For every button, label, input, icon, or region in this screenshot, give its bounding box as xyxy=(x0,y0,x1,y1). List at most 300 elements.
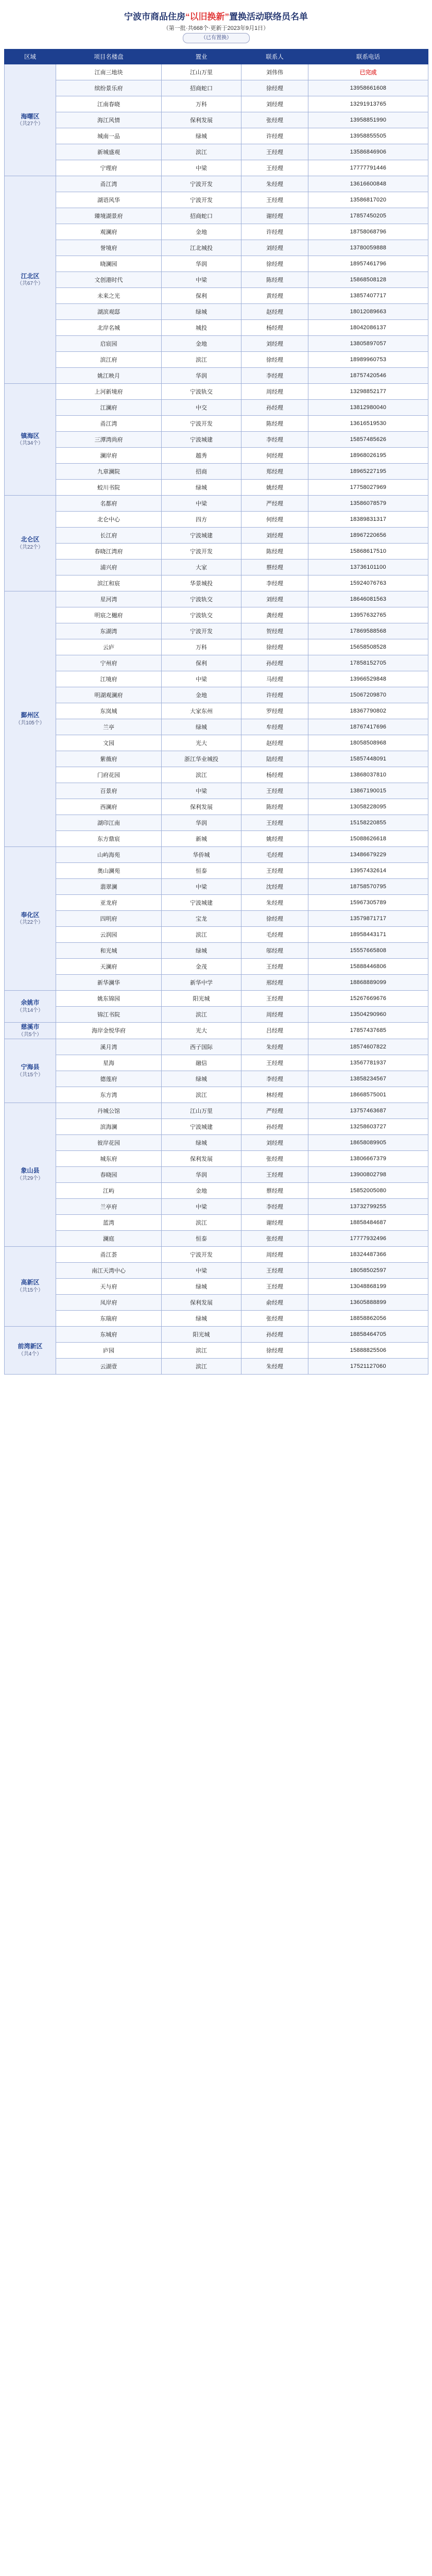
district-count: （共22个） xyxy=(16,920,44,926)
contact-person: 蔡经理 xyxy=(241,1182,308,1198)
contact-phone: 18646081563 xyxy=(308,591,428,607)
developer: 保利发展 xyxy=(162,799,241,815)
project-name: 江澜府 xyxy=(56,400,162,416)
contact-phone: 15557665808 xyxy=(308,943,428,959)
contact-phone: 15158220855 xyxy=(308,815,428,831)
project-name: 东瑞府 xyxy=(56,1310,162,1326)
developer: 宁波开发 xyxy=(162,623,241,639)
developer: 保利 xyxy=(162,655,241,671)
developer: 万科 xyxy=(162,96,241,112)
project-name: 星河湾 xyxy=(56,591,162,607)
developer: 招商蛇口 xyxy=(162,208,241,224)
project-name: 丹城公馆 xyxy=(56,1103,162,1118)
contact-person: 俞经理 xyxy=(241,1294,308,1310)
table-row xyxy=(5,847,428,863)
district-count: （共22个） xyxy=(16,544,44,550)
contact-person: 刘经理 xyxy=(241,240,308,256)
contact-table xyxy=(4,49,428,1375)
district-cell xyxy=(5,1246,56,1326)
project-name: 东岚城 xyxy=(56,703,162,719)
table-row xyxy=(5,448,428,464)
developer: 绿城 xyxy=(162,1134,241,1150)
developer: 滨江 xyxy=(162,1007,241,1023)
contact-person: 吕经理 xyxy=(241,1023,308,1039)
project-name: 甬江湾 xyxy=(56,416,162,432)
table-row xyxy=(5,464,428,480)
table-row xyxy=(5,80,428,96)
contact-phone: 13298852177 xyxy=(308,384,428,400)
table-row xyxy=(5,879,428,895)
contact-person: 赵经理 xyxy=(241,304,308,320)
district-name: 奉化区 xyxy=(21,911,40,919)
developer: 江北城投 xyxy=(162,240,241,256)
developer: 中梁 xyxy=(162,879,241,895)
district-count: （共14个） xyxy=(16,1007,44,1013)
developer: 金地 xyxy=(162,336,241,352)
project-name: 东城府 xyxy=(56,1326,162,1342)
table-row xyxy=(5,528,428,544)
contact-phone: 18758570795 xyxy=(308,879,428,895)
district-cell xyxy=(5,496,56,591)
project-name: 紫薇府 xyxy=(56,751,162,767)
project-name: 天澜府 xyxy=(56,959,162,975)
project-name: 德莲府 xyxy=(56,1071,162,1087)
contact-phone: 15924076763 xyxy=(308,575,428,591)
table-row xyxy=(5,416,428,432)
project-name: 东方湾 xyxy=(56,1087,162,1103)
contact-phone: 13812980040 xyxy=(308,400,428,416)
district-cell xyxy=(5,384,56,496)
table-row xyxy=(5,1150,428,1166)
developer: 宁波轨交 xyxy=(162,384,241,400)
contact-person: 龚经理 xyxy=(241,607,308,623)
contact-person: 王经理 xyxy=(241,192,308,208)
project-name: 东方鼎宸 xyxy=(56,831,162,847)
developer: 招商蛇口 xyxy=(162,80,241,96)
table-row xyxy=(5,927,428,943)
table-body xyxy=(5,64,428,1375)
table-row xyxy=(5,1166,428,1182)
district-cell xyxy=(5,991,56,1023)
title-prefix: 宁波市商品住房 xyxy=(124,12,185,22)
contact-phone: 13780059888 xyxy=(308,240,428,256)
district-cell xyxy=(5,591,56,847)
table-row xyxy=(5,272,428,288)
developer: 绿城 xyxy=(162,1071,241,1087)
table-row xyxy=(5,336,428,352)
contact-person: 邢经理 xyxy=(241,975,308,991)
contact-person: 刘经理 xyxy=(241,336,308,352)
table-row xyxy=(5,1214,428,1230)
developer: 四方 xyxy=(162,512,241,528)
contact-person: 杨经理 xyxy=(241,320,308,336)
project-name: 臻境湖景府 xyxy=(56,208,162,224)
developer: 滨江 xyxy=(162,1087,241,1103)
contact-person: 朱经理 xyxy=(241,1358,308,1374)
developer: 新城 xyxy=(162,831,241,847)
table-header-row xyxy=(5,49,428,64)
contact-phone: 15067209870 xyxy=(308,687,428,703)
table-row xyxy=(5,400,428,416)
developer: 绿城 xyxy=(162,480,241,496)
contact-phone: 13805897057 xyxy=(308,336,428,352)
table-row xyxy=(5,1182,428,1198)
table-row xyxy=(5,607,428,623)
district-name: 象山县 xyxy=(21,1167,40,1175)
table-row xyxy=(5,1246,428,1262)
contact-person: 李经理 xyxy=(241,432,308,448)
contact-phone: 18858484687 xyxy=(308,1214,428,1230)
contact-phone: 13857407717 xyxy=(308,288,428,304)
contact-person: 蔡经理 xyxy=(241,560,308,575)
project-name: 甬江湾 xyxy=(56,176,162,192)
contact-person: 赵经理 xyxy=(241,735,308,751)
table-row xyxy=(5,1278,428,1294)
project-name: 姚东锦园 xyxy=(56,991,162,1007)
project-name: 星海 xyxy=(56,1055,162,1071)
developer: 绿城 xyxy=(162,1310,241,1326)
district-cell xyxy=(5,1023,56,1039)
developer: 万科 xyxy=(162,639,241,655)
developer: 华润 xyxy=(162,368,241,384)
contact-phone: 18042086137 xyxy=(308,320,428,336)
table-row xyxy=(5,959,428,975)
developer: 中交 xyxy=(162,400,241,416)
district-count: （共105个） xyxy=(15,720,45,726)
table-row xyxy=(5,352,428,368)
project-name: 江屿 xyxy=(56,1182,162,1198)
contact-person: 谢经理 xyxy=(241,208,308,224)
contact-phone: 13616600848 xyxy=(308,176,428,192)
table-row xyxy=(5,719,428,735)
developer: 城投 xyxy=(162,320,241,336)
contact-phone: 13958851990 xyxy=(308,112,428,128)
contact-person: 孙经理 xyxy=(241,1118,308,1134)
district-name: 慈溪市 xyxy=(21,1023,40,1030)
contact-person: 王经理 xyxy=(241,815,308,831)
table-row xyxy=(5,208,428,224)
table-row xyxy=(5,1310,428,1326)
contact-person: 徐经理 xyxy=(241,639,308,655)
contact-phone: 13806667379 xyxy=(308,1150,428,1166)
contact-phone: 15868508128 xyxy=(308,272,428,288)
table-row xyxy=(5,1087,428,1103)
project-name: 湖印江南 xyxy=(56,815,162,831)
contact-person: 张经理 xyxy=(241,1310,308,1326)
table-row xyxy=(5,128,428,144)
project-name: 新城盛观 xyxy=(56,144,162,160)
project-name: 庐园 xyxy=(56,1342,162,1358)
developer: 中梁 xyxy=(162,1262,241,1278)
district-count: （共5个） xyxy=(18,1031,42,1038)
developer: 华景城投 xyxy=(162,575,241,591)
developer: 宁波开发 xyxy=(162,416,241,432)
project-name: 春晓江湾府 xyxy=(56,544,162,560)
district-count: （共4个） xyxy=(18,1351,42,1358)
contact-phone: 18574607822 xyxy=(308,1039,428,1055)
contact-phone: 13958661608 xyxy=(308,80,428,96)
table-row xyxy=(5,192,428,208)
contact-person: 姚经理 xyxy=(241,480,308,496)
contact-person: 孙经理 xyxy=(241,400,308,416)
developer: 西子国际 xyxy=(162,1039,241,1055)
table-row xyxy=(5,1326,428,1342)
contact-person: 沈经理 xyxy=(241,879,308,895)
contact-phone: 18058502597 xyxy=(308,1262,428,1278)
table-row xyxy=(5,911,428,927)
project-name: 云湖壹 xyxy=(56,1358,162,1374)
contact-phone: 18965227195 xyxy=(308,464,428,480)
district-name: 海曙区 xyxy=(21,112,40,120)
project-name: 城南一品 xyxy=(56,128,162,144)
project-name: 江南三地块 xyxy=(56,64,162,80)
developer: 华润 xyxy=(162,256,241,272)
contact-phone: 18668575001 xyxy=(308,1087,428,1103)
contact-person: 郑经理 xyxy=(241,464,308,480)
contact-person: 刘经理 xyxy=(241,96,308,112)
contact-person: 许经理 xyxy=(241,128,308,144)
developer: 宁波轨交 xyxy=(162,591,241,607)
developer: 滨江 xyxy=(162,927,241,943)
developer: 宁波开发 xyxy=(162,1246,241,1262)
project-name: 湖滨观邸 xyxy=(56,304,162,320)
project-name: 上河新境府 xyxy=(56,384,162,400)
contact-phone: 18012089663 xyxy=(308,304,428,320)
project-name: 文创港时代 xyxy=(56,272,162,288)
table-row xyxy=(5,560,428,575)
developer: 新华中学 xyxy=(162,975,241,991)
developer: 金茂 xyxy=(162,959,241,975)
project-name: 云润园 xyxy=(56,927,162,943)
table-row xyxy=(5,703,428,719)
contact-phone: 15888446806 xyxy=(308,959,428,975)
contact-phone: 17777791446 xyxy=(308,160,428,176)
header xyxy=(0,0,432,49)
contact-person: 孙经理 xyxy=(241,655,308,671)
contact-person: 孙经理 xyxy=(241,1326,308,1342)
table-row xyxy=(5,1103,428,1118)
contact-phone: 13504290960 xyxy=(308,1007,428,1023)
contact-person: 王经理 xyxy=(241,1166,308,1182)
contact-person: 谢经理 xyxy=(241,1214,308,1230)
developer: 恒泰 xyxy=(162,1230,241,1246)
developer: 中梁 xyxy=(162,671,241,687)
project-name: 天与府 xyxy=(56,1278,162,1294)
table-row xyxy=(5,831,428,847)
contact-person: 何经理 xyxy=(241,448,308,464)
table-row xyxy=(5,655,428,671)
district-cell xyxy=(5,64,56,176)
contact-person: 刘经理 xyxy=(241,1134,308,1150)
contact-person: 王经理 xyxy=(241,991,308,1007)
district-name: 宁海县 xyxy=(21,1063,40,1071)
table-row xyxy=(5,639,428,655)
project-name: 奥山澜苑 xyxy=(56,863,162,879)
contact-person: 王经理 xyxy=(241,1262,308,1278)
title-suffix: 置换活动联络员名单 xyxy=(229,12,308,22)
contact-person: 林经理 xyxy=(241,1087,308,1103)
contact-phone: 18958443171 xyxy=(308,927,428,943)
contact-person: 毛经理 xyxy=(241,927,308,943)
contact-person: 陈经理 xyxy=(241,272,308,288)
district-cell xyxy=(5,1326,56,1374)
contact-person: 许经理 xyxy=(241,224,308,240)
project-name: 蓝湾 xyxy=(56,1214,162,1230)
contact-person: 徐经理 xyxy=(241,1342,308,1358)
contact-person: 王经理 xyxy=(241,959,308,975)
table-row xyxy=(5,1055,428,1071)
contact-person: 王经理 xyxy=(241,1278,308,1294)
table-row xyxy=(5,1134,428,1150)
project-name: 甬江荟 xyxy=(56,1246,162,1262)
contact-phone: 17521127060 xyxy=(308,1358,428,1374)
table-row xyxy=(5,863,428,879)
table-row xyxy=(5,320,428,336)
contact-phone: 17858152705 xyxy=(308,655,428,671)
contact-person: 陈经理 xyxy=(241,416,308,432)
table-row xyxy=(5,751,428,767)
developer: 绿城 xyxy=(162,943,241,959)
project-name: 湖语风华 xyxy=(56,192,162,208)
contact-person: 牟经理 xyxy=(241,719,308,735)
contact-person: 许经理 xyxy=(241,687,308,703)
contact-phone: 13757463687 xyxy=(308,1103,428,1118)
project-name: 北仑中心 xyxy=(56,512,162,528)
project-name: 滨江府 xyxy=(56,352,162,368)
project-name: 东湖湾 xyxy=(56,623,162,639)
contact-phone: 15868617510 xyxy=(308,544,428,560)
table-row xyxy=(5,591,428,607)
developer: 中梁 xyxy=(162,272,241,288)
district-count: （共29个） xyxy=(16,1176,44,1182)
table-row xyxy=(5,384,428,400)
table-row xyxy=(5,1198,428,1214)
developer: 金地 xyxy=(162,687,241,703)
district-count: （共15个） xyxy=(16,1287,44,1294)
table-row xyxy=(5,1262,428,1278)
table-row xyxy=(5,176,428,192)
project-name: 江境府 xyxy=(56,671,162,687)
title-highlight: “以旧换新” xyxy=(185,12,229,22)
contact-phone: 15967305789 xyxy=(308,895,428,911)
project-name: 江南春晓 xyxy=(56,96,162,112)
table-row xyxy=(5,687,428,703)
table-row xyxy=(5,432,428,448)
table-row xyxy=(5,1007,428,1023)
district-cell xyxy=(5,1103,56,1246)
project-name: 南江天湾中心 xyxy=(56,1262,162,1278)
table-row xyxy=(5,623,428,639)
contact-person: 朱经理 xyxy=(241,895,308,911)
district-name: 江北区 xyxy=(21,272,40,280)
contact-phone: 13258603727 xyxy=(308,1118,428,1134)
contact-phone: 15888825506 xyxy=(308,1342,428,1358)
developer: 宁波开发 xyxy=(162,192,241,208)
project-name: 长江府 xyxy=(56,528,162,544)
contact-person: 严经理 xyxy=(241,1103,308,1118)
developer: 滨江 xyxy=(162,144,241,160)
project-name: 和光城 xyxy=(56,943,162,959)
table-row xyxy=(5,368,428,384)
project-name: 观澜府 xyxy=(56,224,162,240)
contact-phone: 18757420546 xyxy=(308,368,428,384)
contact-phone: 13579871717 xyxy=(308,911,428,927)
contact-person: 张经理 xyxy=(241,1230,308,1246)
project-name: 翡翠澜 xyxy=(56,879,162,895)
contact-phone: 17857450205 xyxy=(308,208,428,224)
table-row xyxy=(5,1118,428,1134)
contact-phone: 18389831317 xyxy=(308,512,428,528)
developer: 中梁 xyxy=(162,783,241,799)
page-title xyxy=(0,9,432,22)
district-cell xyxy=(5,176,56,384)
developer: 绿城 xyxy=(162,304,241,320)
district-count: （共15个） xyxy=(16,1072,44,1078)
developer: 中梁 xyxy=(162,1198,241,1214)
contact-phone: 13291913765 xyxy=(308,96,428,112)
project-name: 誉境府 xyxy=(56,240,162,256)
project-name: 锦江书院 xyxy=(56,1007,162,1023)
column-header: 联系电话 xyxy=(308,49,428,64)
contact-phone: 18868889099 xyxy=(308,975,428,991)
developer: 越秀 xyxy=(162,448,241,464)
developer: 滨江 xyxy=(162,1214,241,1230)
project-name: 百景府 xyxy=(56,783,162,799)
contact-phone: 13567781937 xyxy=(308,1055,428,1071)
project-name: 春晓园 xyxy=(56,1166,162,1182)
developer: 华侨城 xyxy=(162,847,241,863)
developer: 中梁 xyxy=(162,496,241,512)
project-name: 缤纷景乐府 xyxy=(56,80,162,96)
contact-phone: 17857437685 xyxy=(308,1023,428,1039)
project-name: 姚江映月 xyxy=(56,368,162,384)
developer: 阳光城 xyxy=(162,1326,241,1342)
developer: 华润 xyxy=(162,1166,241,1182)
contact-person: 刘经理 xyxy=(241,528,308,544)
project-name: 亚龙府 xyxy=(56,895,162,911)
contact-person: 周经理 xyxy=(241,384,308,400)
contact-phone: 18658089905 xyxy=(308,1134,428,1150)
developer: 绿城 xyxy=(162,719,241,735)
contact-phone: 18968026195 xyxy=(308,448,428,464)
table-row xyxy=(5,1230,428,1246)
developer: 滨江 xyxy=(162,767,241,783)
contact-person: 马经理 xyxy=(241,671,308,687)
contact-phone: 18058508968 xyxy=(308,735,428,751)
contact-phone: 15088626618 xyxy=(308,831,428,847)
date-pill: （已有置换） xyxy=(183,33,250,43)
contact-phone: 15852005080 xyxy=(308,1182,428,1198)
contact-person: 毛经理 xyxy=(241,847,308,863)
project-name: 海江风情 xyxy=(56,112,162,128)
project-name: 兰亭 xyxy=(56,719,162,735)
contact-person: 徐经理 xyxy=(241,911,308,927)
contact-person: 王经理 xyxy=(241,783,308,799)
project-name: 文园 xyxy=(56,735,162,751)
developer: 金地 xyxy=(162,224,241,240)
project-name: 明湖观澜府 xyxy=(56,687,162,703)
contact-phone: 17777932496 xyxy=(308,1230,428,1246)
table-row xyxy=(5,943,428,959)
contact-person: 李经理 xyxy=(241,368,308,384)
district-count: （共34个） xyxy=(16,440,44,447)
contact-person: 王经理 xyxy=(241,863,308,879)
contact-phone: 13858234567 xyxy=(308,1071,428,1087)
district-name: 北仑区 xyxy=(21,536,40,544)
contact-person: 周经理 xyxy=(241,1246,308,1262)
district-name: 鄞州区 xyxy=(21,711,40,719)
contact-phone: 18767417696 xyxy=(308,719,428,735)
